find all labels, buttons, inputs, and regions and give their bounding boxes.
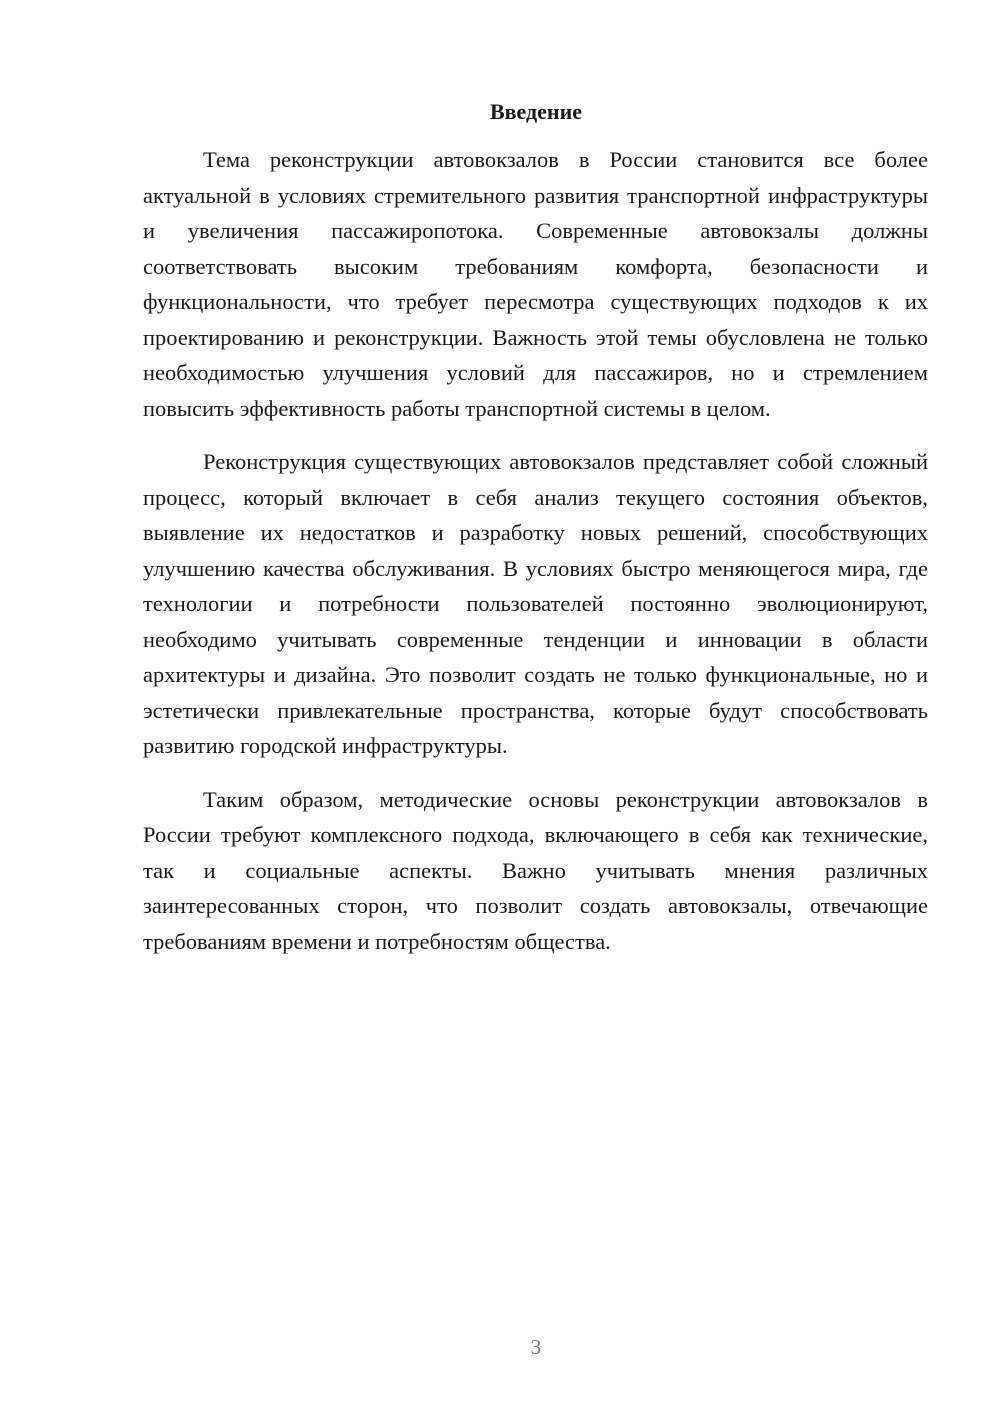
body-text — [143, 142, 928, 977]
paragraph-3: Таким образом, методические основы реконструкции автовокзалов в России требуют комплексного подхода, включающего в себя как технические, так и социальные аспекты. Важно учитывать мнения различных заинтересованных сторон, что позволит создать автовокзалы, отвечающие требованиям времени и потребностям общества. — [143, 786, 928, 954]
page-number: 3 — [530, 1335, 542, 1359]
section-heading: Введение — [489, 99, 583, 124]
paragraph-1: Тема реконструкции автовокзалов в России становится все более актуальной в условиях стремительного развития транспортной инфраструктуры и увеличения пассажиропотока. Современные автовокзалы должны соответствовать высоким требованиям комфорта, безопасности и функциональности, что требует пересмотра существующих подходов к их проектированию и реконструкции. Важность этой темы обусловлена не только необходимостью улучшения условий для пассажиров, но и стремлением повысить эффективность работы транспортной системы в целом. — [143, 147, 928, 421]
paragraph-2: Реконструкция существующих автовокзалов представляет собой сложный процесс, который включает в себя анализ текущего состояния объектов, выявление их недостатков и разработку новых решений, способствующих улучшению качества обслуживания. В условиях быстро меняющегося мира, где технологии и потребности пользователей постоянно эволюционируют, необходимо учитывать современные тенденции и инновации в области архитектуры и дизайна. Это позволит создать не только функциональные, но и эстетически привлекательные пространства, которые будут способствовать развитию городской инфраструктуры. — [143, 449, 928, 758]
